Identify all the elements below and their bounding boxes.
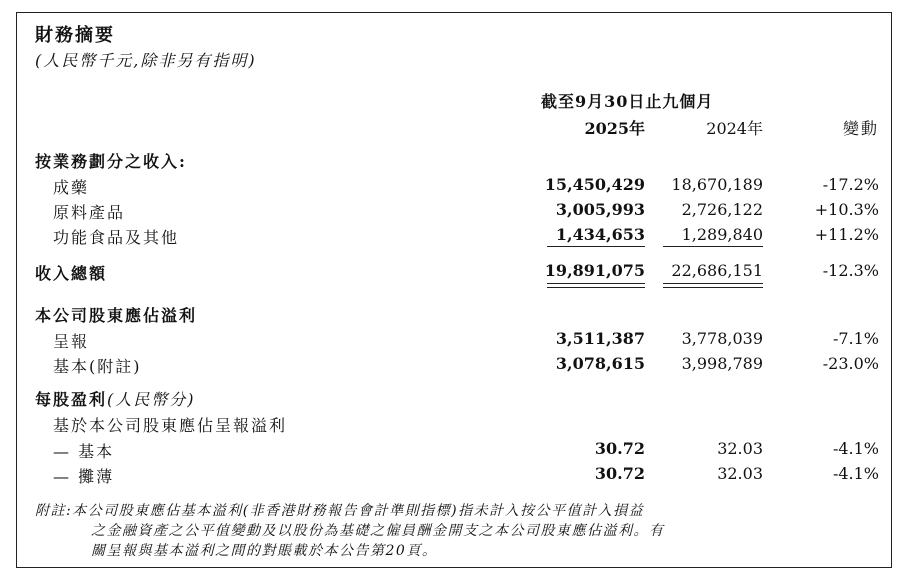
value-2024: 3,778,039 xyxy=(681,329,763,348)
footnote-line: 關呈報與基本溢利之間的對賬載於本公告第20頁。 xyxy=(91,543,438,559)
row-label: 呈報 xyxy=(53,332,90,351)
total-double-underline-2024 xyxy=(663,283,763,288)
eps-heading-text: 每股盈利 xyxy=(35,390,108,409)
change-value: +11.2% xyxy=(814,225,879,244)
change-value: -4.1% xyxy=(832,464,879,483)
period-header: 截至9月30日止九個月 xyxy=(541,92,714,111)
financial-summary-panel xyxy=(16,12,892,568)
profit-section-heading: 本公司股東應佔溢利 xyxy=(35,306,198,325)
value-2025: 15,450,429 xyxy=(544,175,645,194)
change-value: -4.1% xyxy=(832,439,879,458)
year-2025-header: 2025年 xyxy=(584,119,645,138)
value-2024: 32.03 xyxy=(717,464,763,483)
change-header: 變動 xyxy=(842,119,879,138)
change-value: -23.0% xyxy=(822,354,879,373)
value-2024: 3,998,789 xyxy=(681,354,763,373)
total-change: -12.3% xyxy=(822,261,879,280)
row-label: 原料產品 xyxy=(53,203,126,222)
eps-heading-units: (人民幣分) xyxy=(107,390,196,409)
value-2025: 3,078,615 xyxy=(555,354,645,373)
total-revenue-label: 收入總額 xyxy=(35,264,108,283)
value-2024: 18,670,189 xyxy=(671,175,763,194)
value-2025: 1,434,653 xyxy=(555,225,645,244)
total-double-underline-2025 xyxy=(547,283,645,288)
subtotal-underline-2025 xyxy=(547,246,645,247)
row-label: 功能食品及其他 xyxy=(53,228,180,247)
change-value: +10.3% xyxy=(814,200,879,219)
year-2024-header: 2024年 xyxy=(706,119,763,138)
row-label: 成藥 xyxy=(53,178,90,197)
footnote-line: 之金融資產之公平值變動及以股份為基礎之僱員酬金開支之本公司股東應佔溢利。有 xyxy=(91,523,665,539)
row-label: 基本(附註) xyxy=(53,357,142,376)
footnote-line: 附註:本公司股東應佔基本溢利(非香港財務報告會計準則指標)指未計入按公平值計入損益 xyxy=(35,503,645,519)
units-subtitle: (人民幣千元,除非另有指明) xyxy=(35,51,257,70)
row-label: — 基本 xyxy=(53,442,115,461)
change-value: -17.2% xyxy=(822,175,879,194)
value-2024: 32.03 xyxy=(717,439,763,458)
value-2025: 3,005,993 xyxy=(555,200,645,219)
value-2025: 3,511,387 xyxy=(555,329,645,348)
total-value-2024: 22,686,151 xyxy=(671,261,763,280)
revenue-section-heading: 按業務劃分之收入: xyxy=(35,152,187,171)
value-2025: 30.72 xyxy=(594,464,645,483)
total-value-2025: 19,891,075 xyxy=(544,261,645,280)
subtotal-underline-2024 xyxy=(663,246,763,247)
value-2024: 2,726,122 xyxy=(681,200,763,219)
change-value: -7.1% xyxy=(832,329,879,348)
row-label: — 攤薄 xyxy=(53,467,115,486)
eps-subheading: 基於本公司股東應佔呈報溢利 xyxy=(53,416,288,435)
page-title: 財務摘要 xyxy=(35,25,115,46)
eps-section-heading xyxy=(35,387,196,410)
value-2025: 30.72 xyxy=(594,439,645,458)
value-2024: 1,289,840 xyxy=(681,225,763,244)
